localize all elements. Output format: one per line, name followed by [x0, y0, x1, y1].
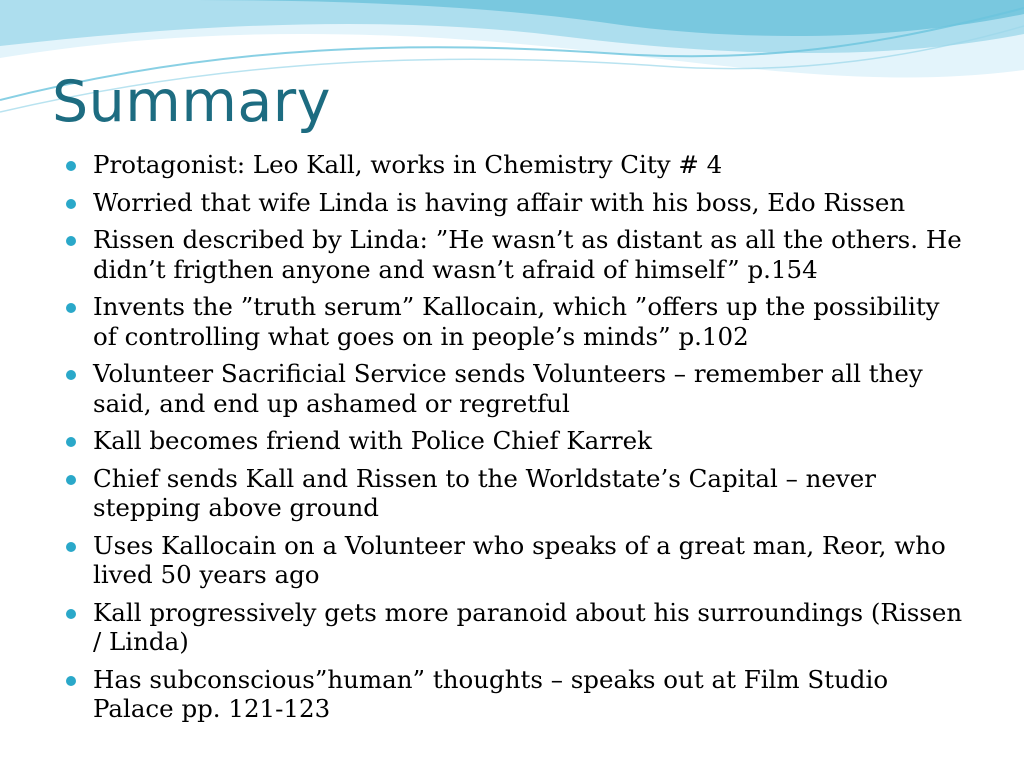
bullet-text: Kall becomes friend with Police Chief Karrek	[93, 426, 653, 455]
bullet-icon	[66, 303, 76, 313]
bullet-icon	[66, 370, 76, 380]
bullet-text: Rissen described by Linda: ”He wasn’t as distant as all the others. He didn’t frigthen anyone and wasn’t afraid of himself” p.154	[93, 225, 962, 284]
slide-title: Summary	[52, 69, 331, 135]
bullet-text: Uses Kallocain on a Volunteer who speaks of a great man, Reor, who lived 50 years ago	[93, 530, 946, 589]
bullet-item	[66, 188, 966, 218]
bullet-text: Invents the ”truth serum” Kallocain, which ”offers up the possibility of controlling what goes on in people’s minds” p.102	[93, 292, 940, 351]
bullet-icon	[66, 236, 76, 246]
bullet-item	[66, 150, 966, 180]
bullet-text: Kall progressively gets more paranoid about his surroundings (Rissen / Linda)	[93, 597, 963, 656]
bullet-item	[66, 225, 966, 284]
bullet-text: Protagonist: Leo Kall, works in Chemistry City # 4	[93, 150, 723, 179]
bullet-icon	[66, 676, 76, 686]
bullet-item	[66, 426, 966, 456]
bullet-item	[66, 665, 966, 724]
bullet-item	[66, 531, 966, 590]
bullet-text: Has subconscious”human” thoughts – speaks out at Film Studio Palace pp. 121-123	[93, 664, 889, 723]
bullet-text: Volunteer Sacrificial Service sends Volunteers – remember all they said, and end up ashamed or regretful	[93, 359, 923, 418]
bullet-text: Worried that wife Linda is having affair with his boss, Edo Rissen	[93, 187, 906, 217]
bullet-item	[66, 598, 966, 657]
bullet-icon	[66, 161, 76, 171]
bullet-icon	[66, 437, 76, 447]
bullet-item	[66, 359, 966, 418]
bullet-icon	[66, 542, 76, 552]
bullet-list	[66, 150, 966, 732]
bullet-item	[66, 464, 966, 523]
bullet-icon	[66, 199, 76, 209]
bullet-icon	[66, 475, 76, 485]
bullet-text: Chief sends Kall and Rissen to the Worldstate’s Capital – never stepping above ground	[93, 463, 876, 522]
bullet-icon	[66, 609, 76, 619]
bullet-item	[66, 292, 966, 351]
